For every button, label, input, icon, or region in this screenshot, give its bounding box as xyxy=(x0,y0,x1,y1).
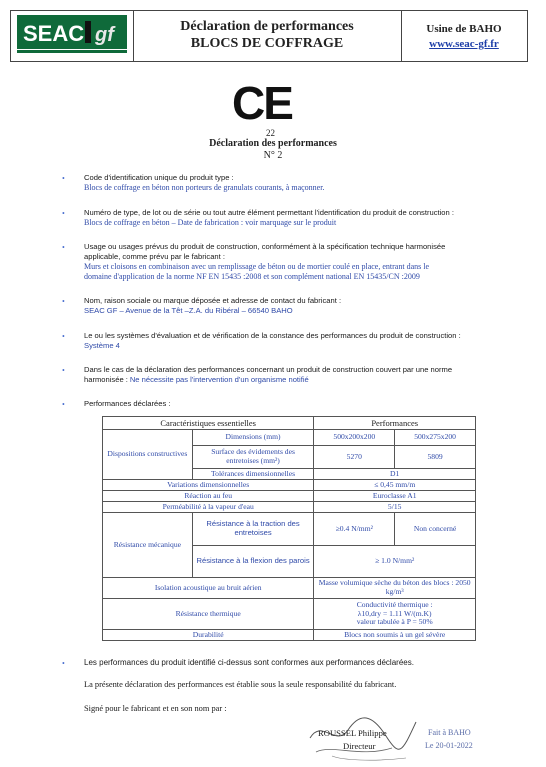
section-value: Murs et cloisons en combinaison avec un remplissage de béton ou de mortier coulé en place, entrant dans le xyxy=(84,262,430,271)
section-heading: Performances déclarées : xyxy=(84,399,171,408)
table-row xyxy=(103,513,476,546)
table-cell: Réaction au feu xyxy=(103,491,314,502)
site-cell xyxy=(401,11,527,61)
table-row xyxy=(103,630,476,641)
table-row xyxy=(103,491,476,502)
signatory-role: Directeur xyxy=(343,741,376,751)
logo-cell xyxy=(11,11,134,61)
signature-date: Le 20-01-2022 xyxy=(425,741,473,750)
section-heading: harmonisée : xyxy=(84,375,128,384)
table-row xyxy=(103,480,476,491)
bullet-icon: • xyxy=(62,366,65,375)
section-value: Ne nécessite pas l'intervention d'un organisme notifié xyxy=(129,375,309,384)
section-value: Blocs de coffrage en béton non porteurs de granulats courants, à maçonner. xyxy=(84,183,325,192)
bullet-icon: • xyxy=(62,174,65,183)
section-value: Système 4 xyxy=(84,341,120,350)
doc-subtitle: BLOCS DE COFFRAGE xyxy=(190,36,344,51)
ce-mark-icon: CE xyxy=(232,77,292,129)
section-heading: Dans le cas de la déclaration des performances concernant un produit de construction couvert par une norme xyxy=(84,365,453,374)
title-cell xyxy=(133,11,402,61)
performance-table xyxy=(102,416,476,641)
signed-by-label: Signé pour le fabricant et en son nom par : xyxy=(84,704,227,713)
seac-logo-icon xyxy=(17,15,127,55)
table-cell: 5270 xyxy=(314,446,395,469)
responsibility-statement: La présente déclaration des performances est établie sous la seule responsabilité du fabricant. xyxy=(84,680,397,689)
table-cell: Résistance à la flexion des parois xyxy=(192,546,314,578)
table-cell: Surface des évidements des entretoises (mm²) xyxy=(192,446,314,469)
table-header-cell: Caractéristiques essentielles xyxy=(103,417,314,430)
table-cell: Blocs non soumis à un gel sévère xyxy=(314,630,476,641)
section-heading: Numéro de type, de lot ou de série ou tout autre élément permettant l'identification du produit de construction : xyxy=(84,208,454,217)
section-declared-performances xyxy=(84,399,524,409)
ce-year: 22 xyxy=(266,128,275,138)
section-heading: Code d'identification unique du produit type : xyxy=(84,173,234,182)
bullet-icon: • xyxy=(62,400,65,409)
conformity-statement: Les performances du produit identifié ci-dessus sont conformes aux performances déclarées. xyxy=(84,658,414,667)
section-value: domaine d'application de la norme NF EN 15435 :2008 et son complément national EN 15435/CN :2009 xyxy=(84,272,420,281)
table-cell: ≤ 0,45 mm/m xyxy=(314,480,476,491)
table-cell: Isolation acoustique au bruit aérien xyxy=(103,578,314,599)
section-heading: Nom, raison sociale ou marque déposée et adresse de contact du fabricant : xyxy=(84,296,342,305)
table-cell: D1 xyxy=(314,469,476,480)
logo-text: SEAC xyxy=(23,21,85,46)
table-cell: Tolérances dimensionnelles xyxy=(192,469,314,480)
table-cell: 5809 xyxy=(395,446,476,469)
table-cell: Dimensions (mm) xyxy=(192,430,314,446)
decl-number: N° 2 xyxy=(263,150,283,161)
decl-heading: Déclaration des performances xyxy=(209,138,337,149)
factory-name: Usine de BAHO xyxy=(426,23,502,35)
table-cell: Résistance mécanique xyxy=(103,513,193,578)
table-row xyxy=(103,502,476,513)
table-cell: ≥ 1.0 N/mm² xyxy=(314,546,476,578)
section-type-number xyxy=(84,208,524,228)
table-row xyxy=(103,430,476,446)
table-cell: 500x200x200 xyxy=(314,430,395,446)
table-cell xyxy=(314,599,476,630)
section-value: SEAC GF – Avenue de la Têt –Z.A. du Ribéral – 66540 BAHO xyxy=(84,306,293,315)
website-link[interactable]: www.seac-gf.fr xyxy=(429,38,499,50)
bullet-icon: • xyxy=(62,209,65,218)
table-row xyxy=(103,599,476,630)
signatory-name: ROUSSEL Philippe xyxy=(318,728,387,738)
table-cell: Résistance à la traction des entretoises xyxy=(192,513,314,546)
section-manufacturer xyxy=(84,296,524,316)
table-cell: Durabilité xyxy=(103,630,314,641)
table-cell: Non concerné xyxy=(395,513,476,546)
table-header-cell: Performances xyxy=(314,417,476,430)
table-cell: Perméabilité à la vapeur d'eau xyxy=(103,502,314,513)
doc-title: Déclaration de performances xyxy=(180,19,354,34)
signature-place: Fait à BAHO xyxy=(428,728,471,737)
table-cell: ≥0.4 N/mm² xyxy=(314,513,395,546)
table-cell: 500x275x200 xyxy=(395,430,476,446)
bullet-icon: • xyxy=(62,243,65,252)
table-header-row xyxy=(103,417,476,430)
cell-line: Conductivité thermique : xyxy=(356,600,433,610)
section-heading: applicable, comme prévu par le fabricant : xyxy=(84,252,225,261)
section-avcp-system xyxy=(84,331,524,351)
bullet-icon: • xyxy=(62,297,65,306)
section-harmonised-standard xyxy=(84,365,524,385)
section-intended-use xyxy=(84,242,524,282)
section-heading: Usage ou usages prévus du produit de construction, conformément à la spécification technique harmonisée xyxy=(84,242,446,251)
logo-text-gf: gf xyxy=(95,24,114,46)
table-cell: 5/15 xyxy=(314,502,476,513)
cell-line: λ10,dry = 1.11 W/(m.K) xyxy=(357,608,432,618)
section-heading: Le ou les systèmes d'évaluation et de vérification de la constance des performances du produit de construction : xyxy=(84,331,461,340)
section-value: Blocs de coffrage en béton – Date de fabrication : voir marquage sur le produit xyxy=(84,218,337,227)
section-product-code xyxy=(84,173,524,193)
table-cell: Dispositions constructives xyxy=(103,430,193,480)
table-cell: Masse volumique sèche du béton des blocs : 2050 kg/m³ xyxy=(314,578,476,599)
cell-line: valeur tabulée à P = 50% xyxy=(356,617,433,627)
bullet-icon: • xyxy=(62,659,65,668)
table-cell: Variations dimensionnelles xyxy=(103,480,314,491)
table-cell: Résistance thermique xyxy=(103,599,314,630)
bullet-icon: • xyxy=(62,332,65,341)
table-row xyxy=(103,578,476,599)
header-box xyxy=(10,10,528,62)
table-cell: Euroclasse A1 xyxy=(314,491,476,502)
